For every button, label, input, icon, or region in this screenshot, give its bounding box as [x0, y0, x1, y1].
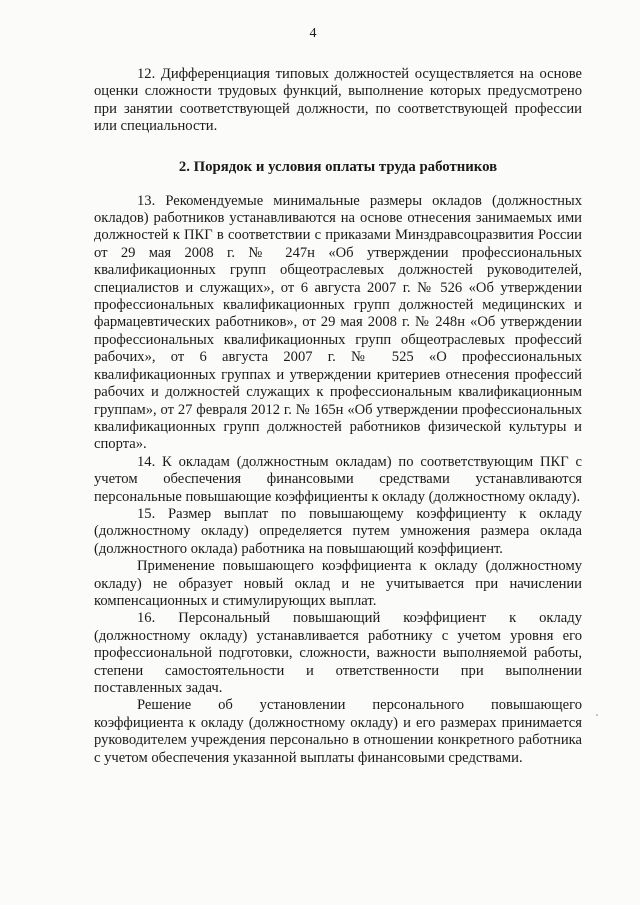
document-body [94, 66, 582, 767]
paragraph-14: 14. К окладам (должностным окладам) по соответствующим ПКГ с учетом обеспечения финансовыми средствами устанавливаются персональные повышающие коэффициенты к окладу (должностному окладу). [94, 453, 582, 505]
paragraph-15: 15. Размер выплат по повышающему коэффициенту к окладу (должностному окладу) определяется путем умножения размера оклада (должностного оклада) работника на повышающий коэффициент. [94, 505, 582, 557]
scan-speck [596, 714, 598, 716]
section-title: 2. Порядок и условия оплаты труда работников [178, 158, 498, 175]
paragraph-16: 16. Персональный повышающий коэффициент к окладу (должностному окладу) устанавливается работнику с учетом уровня его профессиональной подготовки, сложности, важности выполняемой работы, степени самостоятельности и ответственности при выполнении поставленных задач. [94, 610, 582, 696]
page-number: 4 [309, 26, 317, 41]
paragraph-12: 12. Дифференциация типовых должностей осуществляется на основе оценки сложности трудовых функций, выполнение которых предусмотрено при занятии соответствующей должности, по соответствующей профессии или специальности. [94, 66, 582, 135]
paragraph-16-continued: Решение об установлении персонального повышающего коэффициента к окладу (должностному окладу) и его размерах принимается руководителем учреждения персонально в отношении конкретного работника с учетом обеспечения указанной выплаты финансовыми средствами. [94, 697, 582, 766]
paragraph-13: 13. Рекомендуемые минимальные размеры окладов (должностных окладов) работников устанавливаются на основе отнесения занимаемых ими должностей к ПКГ в соответствии с приказами Минздравсоцразвития России от 29 мая 2008 г. № 247н «Об утверждении профессиональных квалификационных групп общеотраслевых должностей руководителей, специалистов и служащих», от 6 августа 2007 г. № 526 «Об утверждении профессиональных квалификационных групп должностей медицинских и фармацевтических работников», от 29 мая 2008 г. № 248н «Об утверждении профессиональных квалификационных групп общеотраслевых профессий рабочих», от 6 августа 2007 г. № 525 «О профессиональных квалификационных группах и утверждении критериев отнесения профессий рабочих и должностей служащих к профессиональным квалификационным группам», от 27 февраля 2012 г. № 165н «Об утверждении профессиональных квалификационных групп должностей работников физической культуры и спорта». [94, 192, 582, 453]
paragraph-15-continued: Применение повышающего коэффициента к окладу (должностному окладу) не образует новый оклад и не учитывается при начислении компенсационных и стимулирующих выплат. [94, 558, 582, 609]
